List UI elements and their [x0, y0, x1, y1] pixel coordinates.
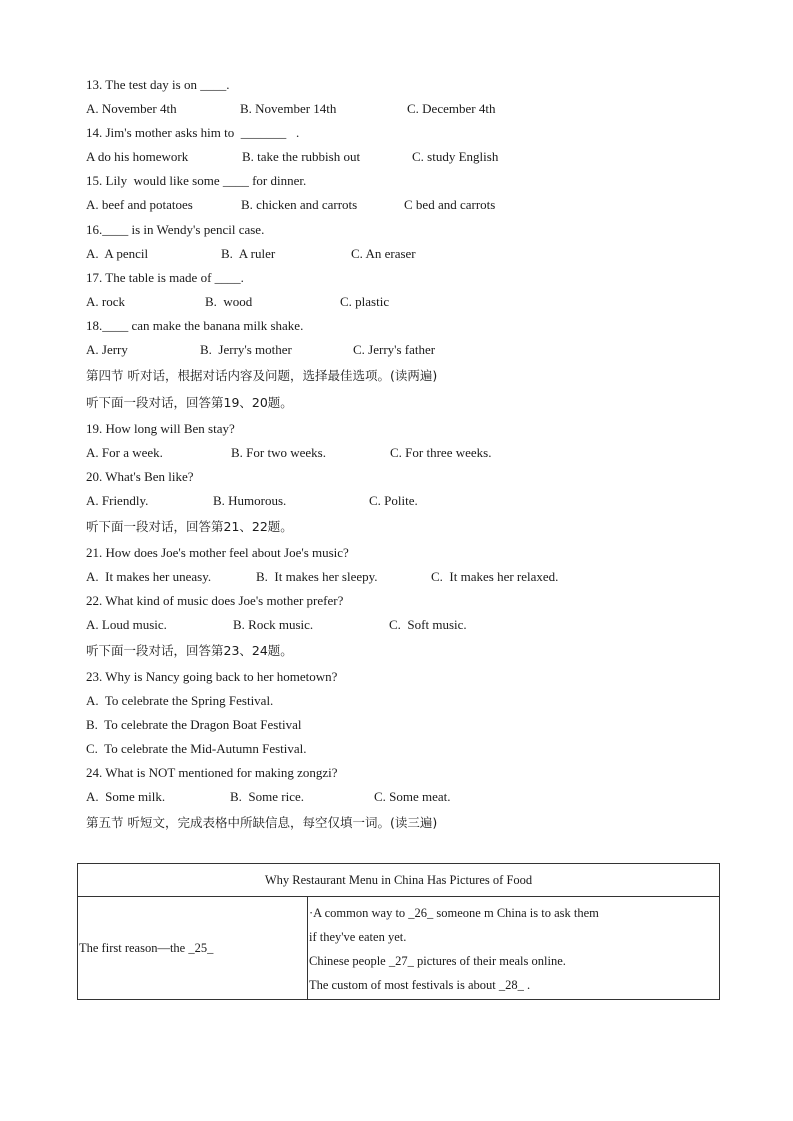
- question-22-stem: 22. What kind of music does Joe's mother prefer?: [86, 593, 344, 608]
- q16-option-b: B. A ruler: [221, 246, 276, 261]
- q18-option-c: C. Jerry's father: [353, 342, 436, 357]
- section-4-heading: 第四节 听对话，根据对话内容及问题，选择最佳选项。(读两遍): [86, 368, 438, 383]
- q19-option-b: B. For two weeks.: [231, 445, 326, 460]
- q22-option-b: B. Rock music.: [233, 617, 314, 632]
- q18-option-b: B. Jerry's mother: [200, 342, 292, 357]
- table-title: Why Restaurant Menu in China Has Pictures of Food: [78, 864, 720, 897]
- q21-option-a: A. It makes her uneasy.: [86, 569, 212, 584]
- group-intro-19-20: 听下面一段对话，回答第19、20题。: [86, 395, 293, 410]
- section-5-heading: 第五节 听短文，完成表格中所缺信息，每空仅填一词。(读三遍): [86, 815, 438, 830]
- group-intro-23-24: 听下面一段对话，回答第23、24题。: [86, 643, 293, 658]
- question-24-stem: 24. What is NOT mentioned for making zongzi?: [86, 765, 338, 780]
- table-line-4: The custom of most festivals is about _28_ .: [309, 978, 531, 992]
- q22-option-c: C. Soft music.: [389, 617, 467, 632]
- q20-option-b: B. Humorous.: [213, 493, 287, 508]
- question-16-stem: 16.____ is in Wendy's pencil case.: [86, 222, 265, 237]
- q23-option-b: B. To celebrate the Dragon Boat Festival: [86, 717, 302, 732]
- q17-option-a: A. rock: [86, 294, 125, 309]
- table-right-cell: [308, 897, 720, 1000]
- q13-option-b: B. November 14th: [240, 101, 337, 116]
- q17-option-c: C. plastic: [340, 294, 390, 309]
- first-reason-label: The first reason—the _25_: [79, 940, 214, 955]
- q19-option-c: C. For three weeks.: [390, 445, 492, 460]
- q24-option-b: B. Some rice.: [230, 789, 305, 804]
- q14-option-c: C. study English: [412, 149, 499, 164]
- q20-option-a: A. Friendly.: [86, 493, 149, 508]
- question-13-stem: 13. The test day is on ____.: [86, 77, 230, 92]
- q13-option-c: C. December 4th: [407, 101, 496, 116]
- q23-option-c: C. To celebrate the Mid-Autumn Festival.: [86, 741, 307, 756]
- q22-option-a: A. Loud music.: [86, 617, 167, 632]
- q24-option-c: C. Some meat.: [374, 789, 451, 804]
- q14-option-b: B. take the rubbish out: [242, 149, 361, 164]
- question-19-stem: 19. How long will Ben stay?: [86, 421, 235, 436]
- question-17-stem: 17. The table is made of ____.: [86, 270, 244, 285]
- question-14-stem: 14. Jim's mother asks him to _______ .: [86, 125, 300, 140]
- q21-option-c: C. It makes her relaxed.: [431, 569, 559, 584]
- question-23-stem: 23. Why is Nancy going back to her hometown?: [86, 669, 338, 684]
- q17-option-b: B. wood: [205, 294, 253, 309]
- fill-in-table: [77, 863, 720, 1000]
- q15-option-b: B. chicken and carrots: [241, 197, 358, 212]
- table-line-3: Chinese people _27_ pictures of their meals online.: [309, 954, 566, 968]
- q15-option-c: C bed and carrots: [404, 197, 496, 212]
- question-20-stem: 20. What's Ben like?: [86, 469, 194, 484]
- question-15-stem: 15. Lily would like some ____ for dinner.: [86, 173, 307, 188]
- q16-option-a: A. A pencil: [86, 246, 149, 261]
- q18-option-a: A. Jerry: [86, 342, 128, 357]
- q23-option-a: A. To celebrate the Spring Festival.: [86, 693, 274, 708]
- q15-option-a: A. beef and potatoes: [86, 197, 193, 212]
- q24-option-a: A. Some milk.: [86, 789, 166, 804]
- q19-option-a: A. For a week.: [86, 445, 163, 460]
- group-intro-21-22: 听下面一段对话，回答第21、22题。: [86, 519, 293, 534]
- q14-option-a: A do his homework: [86, 149, 189, 164]
- q20-option-c: C. Polite.: [369, 493, 418, 508]
- q16-option-c: C. An eraser: [351, 246, 416, 261]
- q21-option-b: B. It makes her sleepy.: [256, 569, 378, 584]
- table-line-2: if they've eaten yet.: [309, 930, 407, 944]
- table-left-cell: [78, 897, 308, 1000]
- q13-option-a: A. November 4th: [86, 101, 177, 116]
- question-21-stem: 21. How does Joe's mother feel about Joe's music?: [86, 545, 349, 560]
- question-18-stem: 18.____ can make the banana milk shake.: [86, 318, 304, 333]
- table-line-1: ·A common way to _26_ someone m China is to ask them: [309, 906, 599, 920]
